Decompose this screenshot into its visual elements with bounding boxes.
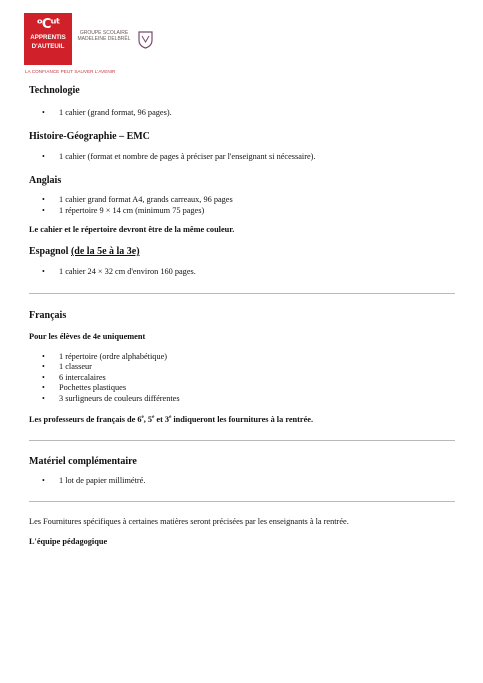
list-item: • 1 répertoire (ordre alphabétique): [29, 352, 455, 363]
section-title-francais: Français: [29, 309, 67, 321]
note-sup: e: [169, 415, 172, 420]
section-title-anglais: Anglais: [29, 175, 62, 186]
list-item: • 1 lot de papier millimétré.: [29, 476, 455, 487]
note-sup: e: [141, 415, 144, 420]
section-title-technologie: Technologie: [29, 85, 80, 96]
list-anglais: [29, 195, 455, 216]
francais-subtitle: Pour les élèves de 4e uniquement: [29, 331, 146, 341]
logo-mark-icon: ᵒϹᵘᵗ: [36, 17, 60, 32]
section-title-histoire: Histoire-Géographie – EMC: [29, 130, 150, 142]
list-item: • 1 cahier 24 × 32 cm d'environ 160 pages.: [29, 267, 455, 278]
espagnol-grade-range: (de la 5e à la 3e): [70, 246, 140, 257]
espagnol-title-text: Espagnol: [29, 246, 69, 257]
francais-note: [29, 412, 455, 425]
signature: L'équipe pédagogique: [29, 537, 108, 547]
note-sup: e: [152, 415, 155, 420]
anglais-note: Le cahier et le répertoire devront être de la même couleur.: [29, 225, 235, 234]
document-body: [29, 84, 455, 547]
list-materiel: [29, 476, 455, 487]
list-item: • 3 surligneurs de couleurs différentes: [29, 394, 455, 405]
logo-text-line-2: D'AUTEUIL: [31, 43, 65, 50]
list-francais: [29, 352, 455, 405]
list-item: • 1 classeur: [29, 362, 455, 373]
list-item: • 1 cahier grand format A4, grands carreaux, 96 pages: [29, 195, 455, 206]
logo-text-line-1: APPRENTIS: [30, 34, 66, 41]
list-item: • 1 cahier (grand format, 96 pages).: [29, 108, 455, 119]
page-header: [24, 13, 164, 79]
school-crest-icon: [137, 30, 154, 49]
section-title-espagnol: [29, 245, 455, 258]
tagline: LA CONFIANCE PEUT SAUVER L'AVENIR: [25, 69, 116, 74]
note-part: , 5: [143, 414, 153, 424]
list-item: • 1 répertoire 9 × 14 cm (minimum 75 pages): [29, 206, 455, 217]
list-item: • 1 cahier (format et nombre de pages à préciser par l'enseignant si nécessaire).: [29, 152, 455, 163]
school-name-line-1: GROUPE SCOLAIRE: [79, 30, 129, 36]
list-item: • 6 intercalaires: [29, 373, 455, 384]
list-item: • Pochettes plastiques: [29, 383, 455, 394]
note-part: Les professeurs de français de 6: [29, 414, 142, 424]
section-title-materiel: Matériel complémentaire: [29, 455, 137, 467]
school-name-line-2: MADELEINE DELBRÊL: [77, 36, 131, 42]
list-histoire: [29, 152, 455, 163]
note-part: indiqueront les fournitures à la rentrée.: [171, 414, 314, 424]
footer-text: Les Fournitures spécifiques à certaines matières seront précisées par les enseignants à la rentrée.: [29, 517, 349, 527]
list-technologie: [29, 108, 455, 119]
apprentis-auteuil-logo: [24, 13, 72, 65]
school-name: [76, 30, 132, 42]
list-espagnol: [29, 267, 455, 278]
note-part: et 3: [154, 414, 170, 424]
